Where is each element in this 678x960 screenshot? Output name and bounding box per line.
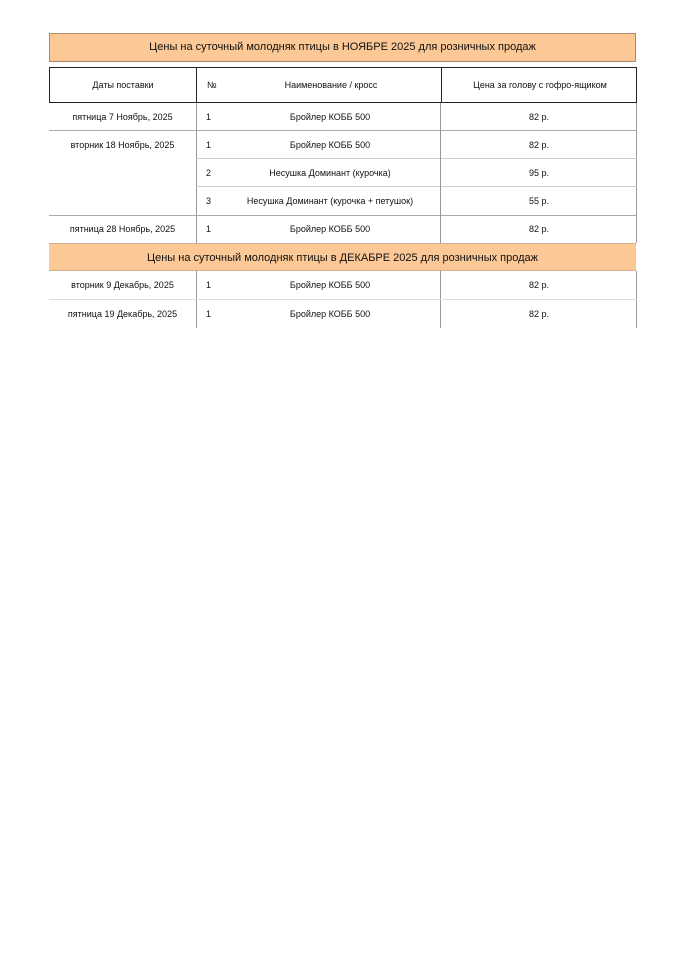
row-name: Бройлер КОББ 500	[289, 280, 371, 290]
row-num: 1	[206, 309, 212, 319]
row-num: 1	[206, 224, 212, 234]
table-row	[49, 159, 637, 187]
row-name: Несушка Доминант (курочка)	[269, 168, 391, 178]
row-name: Бройлер КОББ 500	[289, 112, 371, 122]
header-date: Даты поставки	[50, 68, 197, 102]
header-name: Наименование / кросс	[284, 80, 378, 90]
row-num: 2	[206, 168, 212, 178]
row-num: 1	[206, 280, 212, 290]
header-num: №	[207, 80, 217, 90]
row-date: вторник 18 Ноябрь, 2025	[70, 140, 175, 150]
table-row	[49, 300, 637, 328]
row-name: Несушка Доминант (курочка + петушок)	[246, 196, 414, 206]
row-name: Бройлер КОББ 500	[289, 224, 371, 234]
row-name: Бройлер КОББ 500	[289, 309, 371, 319]
row-date: пятница 28 Ноябрь, 2025	[69, 224, 176, 234]
row-num: 3	[206, 196, 212, 206]
row-num: 1	[206, 140, 212, 150]
row-price: 82 р.	[440, 215, 637, 243]
header-price: Цена за голову с гофро-ящиком	[441, 68, 638, 102]
table-row	[49, 103, 637, 131]
table-header	[49, 67, 637, 103]
row-price: 82 р.	[440, 271, 637, 299]
table-row	[49, 215, 637, 243]
row-date: пятница 19 Декабрь, 2025	[67, 309, 178, 319]
table-row	[49, 271, 637, 299]
november-title: Цены на суточный молодняк птицы в НОЯБРЕ 2025 для розничных продаж	[49, 33, 636, 62]
row-date: пятница 7 Ноябрь, 2025	[72, 112, 173, 122]
table-row	[49, 131, 637, 159]
row-num: 1	[206, 112, 212, 122]
row-date: вторник 9 Декабрь, 2025	[71, 280, 174, 290]
row-price: 82 р.	[440, 103, 637, 131]
row-price: 95 р.	[440, 159, 637, 187]
december-title: Цены на суточный молодняк птицы в ДЕКАБРЕ 2025 для розничных продаж	[49, 243, 636, 271]
row-price: 82 р.	[440, 300, 637, 328]
row-price: 55 р.	[440, 187, 637, 215]
row-price: 82 р.	[440, 131, 637, 159]
table-row	[49, 187, 637, 215]
row-name: Бройлер КОББ 500	[289, 140, 371, 150]
